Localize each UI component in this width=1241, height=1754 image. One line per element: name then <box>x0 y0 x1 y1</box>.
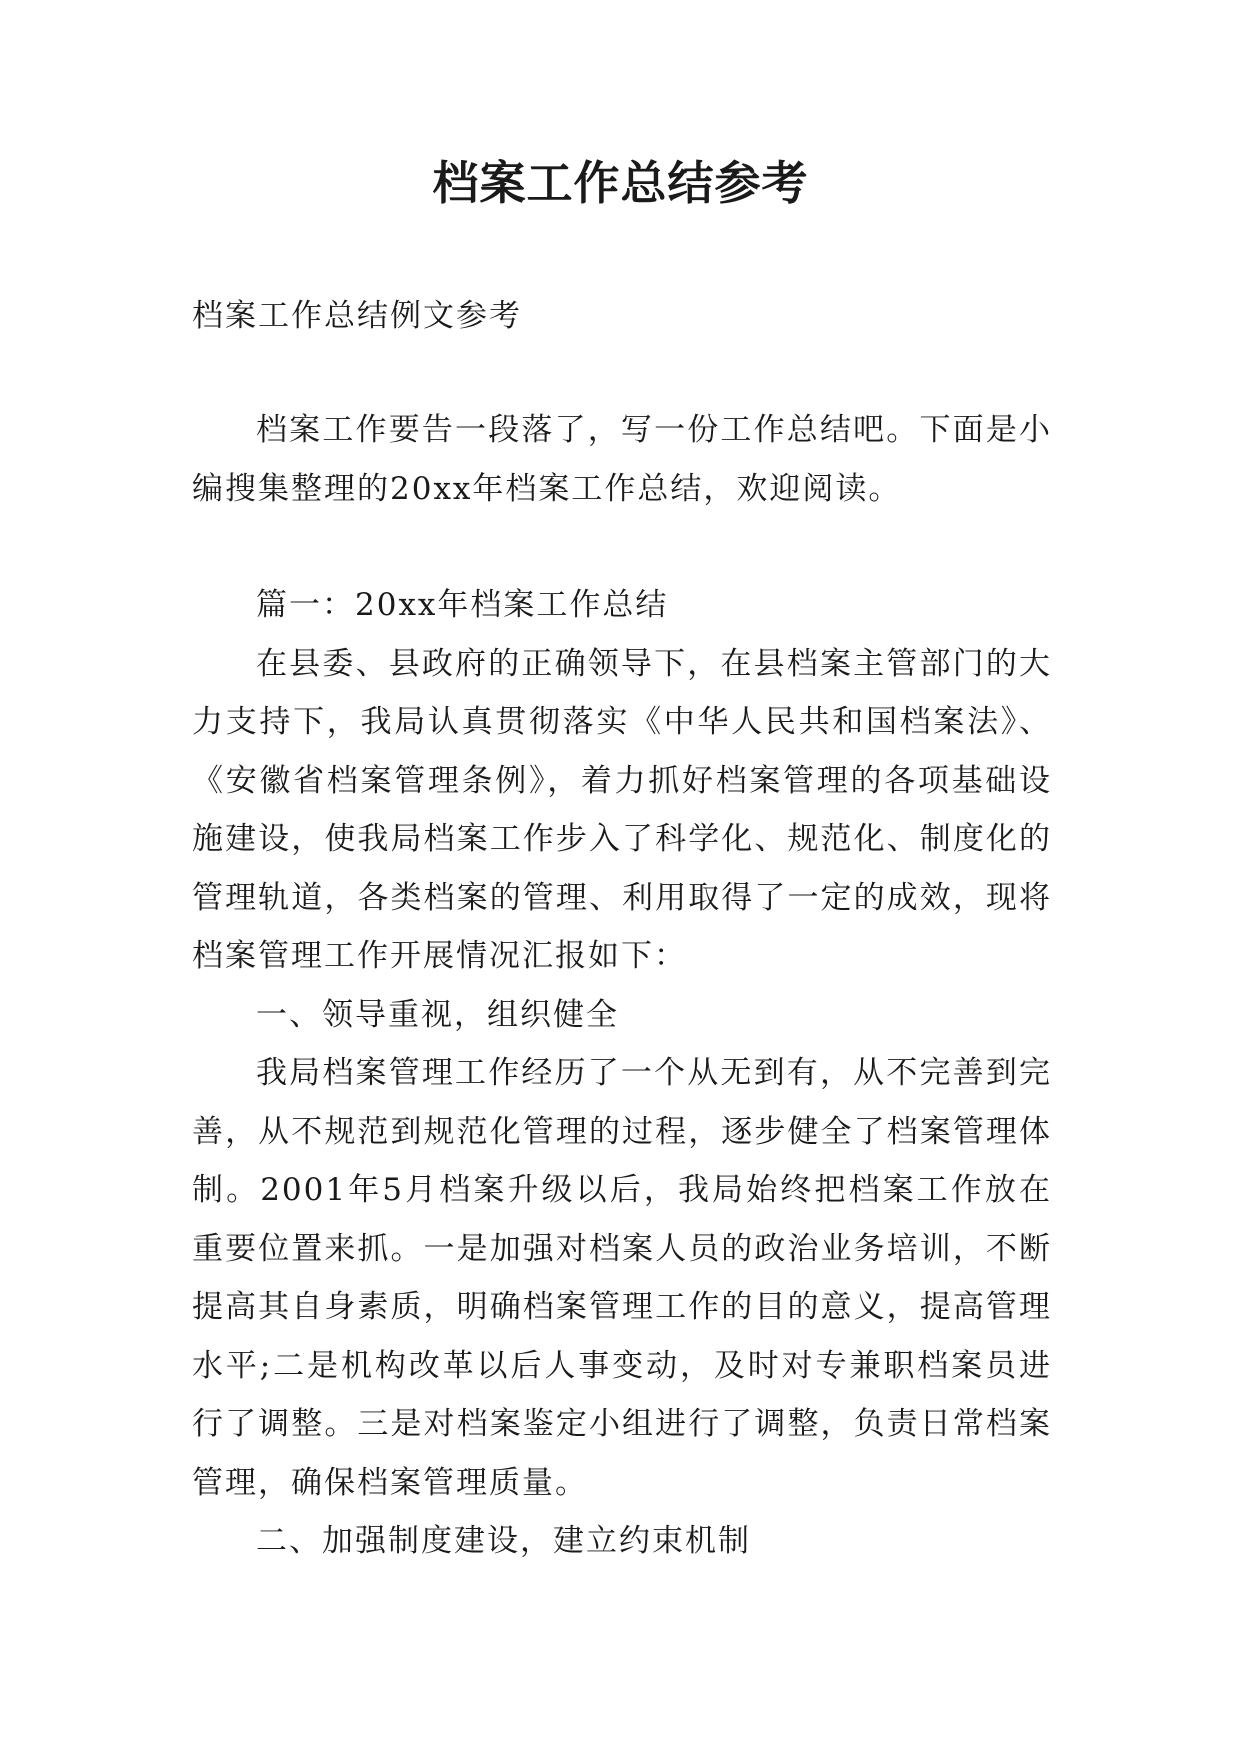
body-text <box>192 576 1052 1571</box>
document-subtitle: 档案工作总结例文参考 <box>192 298 522 334</box>
body-paragraph: 我局档案管理工作经历了一个从无到有，从不完善到完善，从不规范到规范化管理的过程，逐步健全了档案管理体制。2001年5月档案升级以后，我局始终把档案工作放在重要位置来抓。一是加强对档案人员的政治业务培训，不断提高其自身素质，明确档案管理工作的目的意义，提高管理水平;二是机构改革以后人事变动，及时对专兼职档案员进行了调整。三是对档案鉴定小组进行了调整，负责日常档案管理，确保档案管理质量。 <box>192 1055 1052 1501</box>
intro-paragraph: 档案工作要告一段落了，写一份工作总结吧。下面是小编搜集整理的20xx年档案工作总结，欢迎阅读。 <box>192 412 1052 507</box>
section-heading: 篇一：20xx年档案工作总结 <box>256 587 669 623</box>
body-heading-1: 一、领导重视，组织健全 <box>256 996 619 1033</box>
body-paragraph: 在县委、县政府的正确领导下，在县档案主管部门的大力支持下，我局认真贯彻落实《中华人民共和国档案法》、《安徽省档案管理条例》，着力抓好档案管理的各项基础设施建设，使我局档案工作步入了科学化、规范化、制度化的管理轨道，各类档案的管理、利用取得了一定的成效，现将档案管理工作开展情况汇报如下： <box>192 645 1052 974</box>
body-heading-2: 二、加强制度建设，建立约束机制 <box>256 1523 751 1559</box>
document-title: 档案工作总结参考 <box>432 156 809 210</box>
